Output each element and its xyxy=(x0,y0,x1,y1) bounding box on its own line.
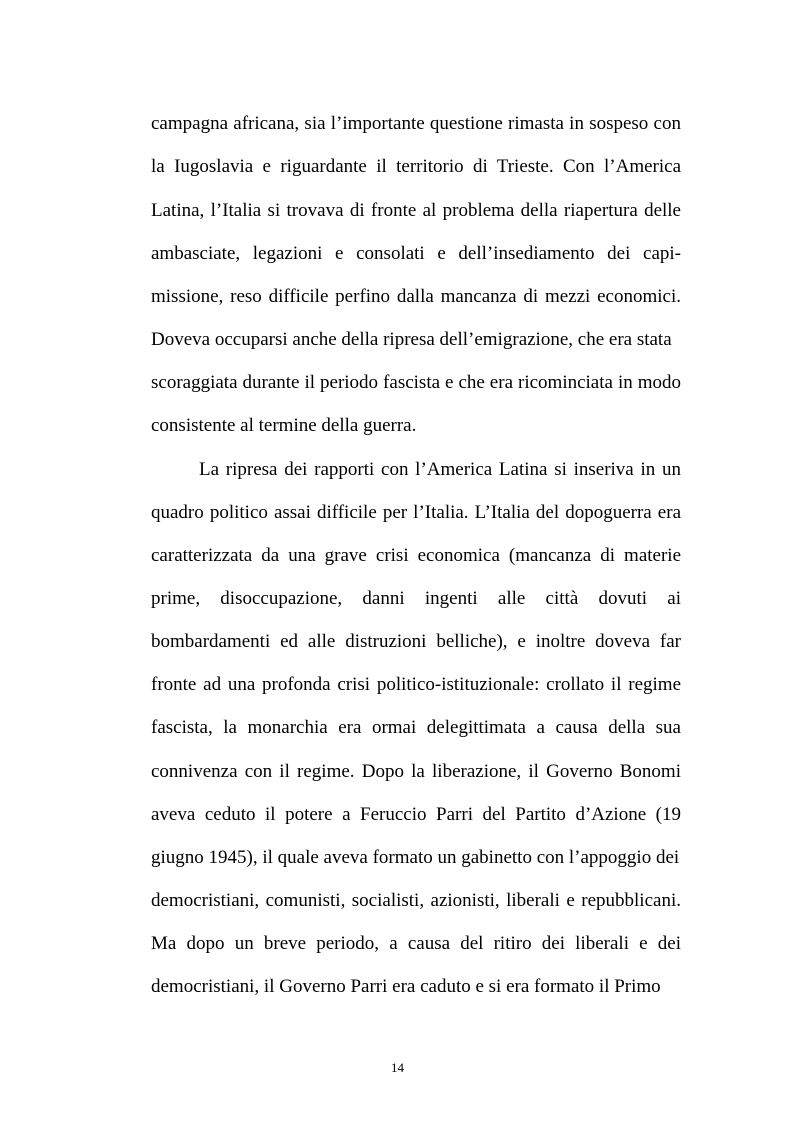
text-line: giugno 1945), il quale aveva formato un gabinetto con l’appoggio dei xyxy=(151,847,680,868)
text-line: Ma dopo un breve periodo, a causa del ritiro dei liberali e dei xyxy=(151,933,681,954)
text-line: caratterizzata da una grave crisi economica (mancanza di materie xyxy=(151,545,681,566)
text-line: la Iugoslavia e riguardante il territorio di Trieste. Con l’America xyxy=(151,156,681,177)
text-line: aveva ceduto il potere a Feruccio Parri del Partito d’Azione (19 xyxy=(151,804,681,825)
text-line: democristiani, comunisti, socialisti, azionisti, liberali e repubblicani. xyxy=(151,890,681,911)
text-line: Doveva occuparsi anche della ripresa dell’emigrazione, che era stata xyxy=(151,329,672,350)
text-line: fascista, la monarchia era ormai delegittimata a causa della sua xyxy=(151,717,681,738)
text-line: fronte ad una profonda crisi politico-istituzionale: crollato il regime xyxy=(151,674,681,695)
text-line: Latina, l’Italia si trovava di fronte al problema della riapertura delle xyxy=(151,200,681,221)
text-line: campagna africana, sia l’importante questione rimasta in sospeso con xyxy=(151,113,681,134)
text-line: missione, reso difficile perfino dalla mancanza di mezzi economici. xyxy=(151,286,681,307)
text-line: ambasciate, legazioni e consolati e dell’insediamento dei capi- xyxy=(151,243,681,264)
text-line: consistente al termine della guerra. xyxy=(151,415,417,436)
text-line: bombardamenti ed alle distruzioni belliche), e inoltre doveva far xyxy=(151,631,681,652)
text-line: democristiani, il Governo Parri era caduto e si era formato il Primo xyxy=(151,976,661,997)
text-line: La ripresa dei rapporti con l’America Latina si inseriva in un xyxy=(199,459,681,480)
text-line: quadro politico assai difficile per l’Italia. L’Italia del dopoguerra era xyxy=(151,502,681,523)
text-line: scoraggiata durante il periodo fascista e che era ricominciata in modo xyxy=(151,372,681,393)
text-line: prime, disoccupazione, danni ingenti alle città dovuti ai xyxy=(151,588,681,609)
page-number: 14 xyxy=(391,1060,404,1075)
text-line: connivenza con il regime. Dopo la liberazione, il Governo Bonomi xyxy=(151,761,681,782)
